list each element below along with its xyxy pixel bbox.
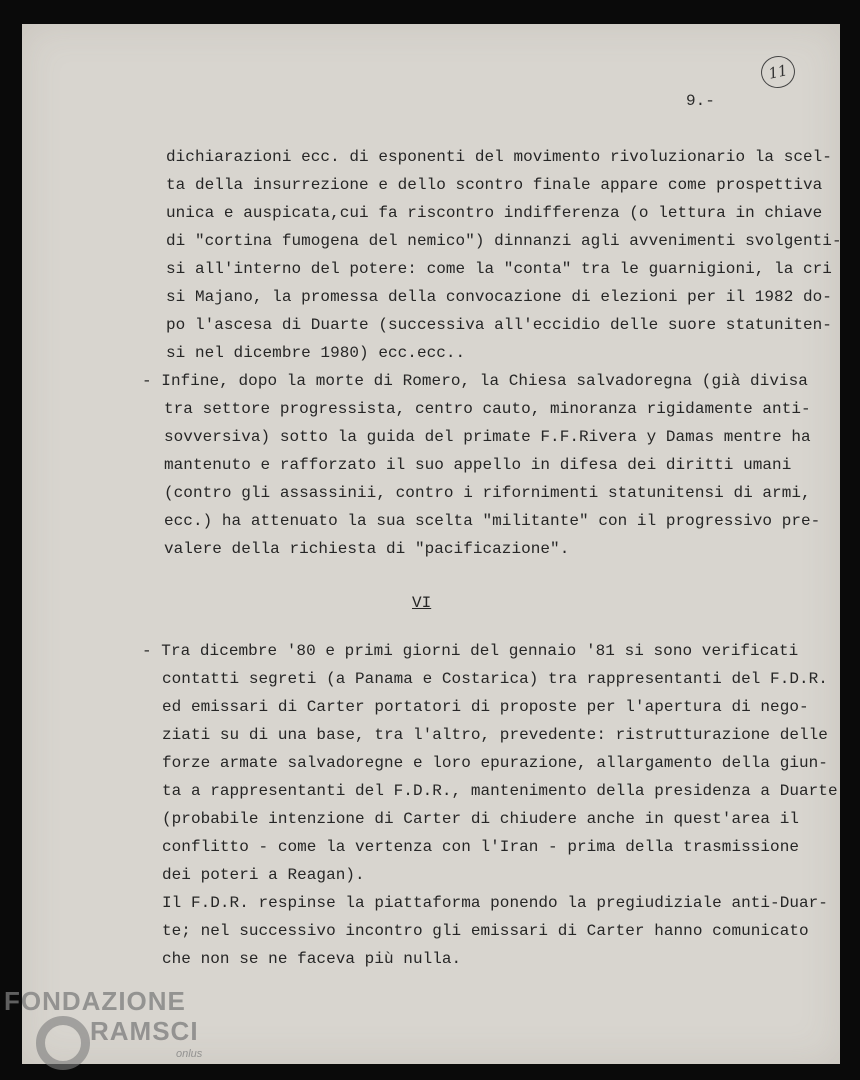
page-number: 9.- — [686, 92, 715, 110]
text-line: che non se ne faceva più nulla. — [162, 950, 462, 968]
section-heading: VI — [412, 594, 432, 612]
text-line: si Majano, la promessa della convocazione di elezioni per il 1982 do- — [166, 288, 832, 306]
text-line: ed emissari di Carter portatori di proposte per l'apertura di nego- — [162, 698, 809, 716]
text-line: ecc.) ha attenuato la sua scelta "militante" con il progressivo pre- — [164, 512, 821, 530]
watermark-line-2: RAMSCI — [90, 1016, 199, 1046]
text-line: valere della richiesta di "pacificazione". — [164, 540, 570, 558]
text-line: contatti segreti (a Panama e Costarica) tra rappresentanti del F.D.R. — [162, 670, 828, 688]
text-line: sovversiva) sotto la guida del primate F.F.Rivera y Damas mentre ha — [164, 428, 811, 446]
page-stamp: 11 — [758, 53, 798, 91]
watermark-line-3: onlus — [176, 1048, 203, 1060]
text-line: (probabile intenzione di Carter di chiudere anche in quest'area il — [162, 810, 800, 828]
text-line: po l'ascesa di Duarte (successiva all'eccidio delle suore statuniten- — [166, 316, 832, 334]
text-line: ta della insurrezione e dello scontro finale appare come prospettiva — [166, 176, 823, 194]
text-line: (contro gli assassinii, contro i rifornimenti statunitensi di armi, — [164, 484, 811, 502]
text-line: mantenuto e rafforzato il suo appello in difesa dei diritti umani — [164, 456, 792, 474]
text-line: - Tra dicembre '80 e primi giorni del gennaio '81 si sono verificati — [142, 642, 799, 660]
text-line: tra settore progressista, centro cauto, minoranza rigidamente anti- — [164, 400, 811, 418]
text-line: te; nel successivo incontro gli emissari di Carter hanno comunicato — [162, 922, 809, 940]
text-line: forze armate salvadoregne e loro epurazione, allargamento della giun- — [162, 754, 828, 772]
text-line: si all'interno del potere: come la "conta" tra le guarnigioni, la cri — [166, 260, 832, 278]
text-line: - Infine, dopo la morte di Romero, la Chiesa salvadoregna (già divisa — [142, 372, 808, 390]
watermark-line-1: FONDAZIONE — [4, 986, 186, 1016]
text-line: dei poteri a Reagan). — [162, 866, 365, 884]
text-line: si nel dicembre 1980) ecc.ecc.. — [166, 344, 466, 362]
fondazione-gramsci-watermark — [0, 986, 230, 1080]
text-line: ziati su di una base, tra l'altro, prevedente: ristrutturazione delle — [162, 726, 828, 744]
text-line: dichiarazioni ecc. di esponenti del movimento rivoluzionario la scel- — [166, 148, 832, 166]
watermark-g-logo-icon — [36, 1016, 90, 1070]
text-line: unica e auspicata,cui fa riscontro indifferenza (o lettura in chiave — [166, 204, 823, 222]
text-line: conflitto - come la vertenza con l'Iran - prima della trasmissione — [162, 838, 800, 856]
text-line: Il F.D.R. respinse la piattaforma ponendo la pregiudiziale anti-Duar- — [162, 894, 828, 912]
text-line: di "cortina fumogena del nemico") dinnanzi agli avvenimenti svolgenti- — [166, 232, 842, 250]
text-line: ta a rappresentanti del F.D.R., mantenimento della presidenza a Duarte — [162, 782, 838, 800]
